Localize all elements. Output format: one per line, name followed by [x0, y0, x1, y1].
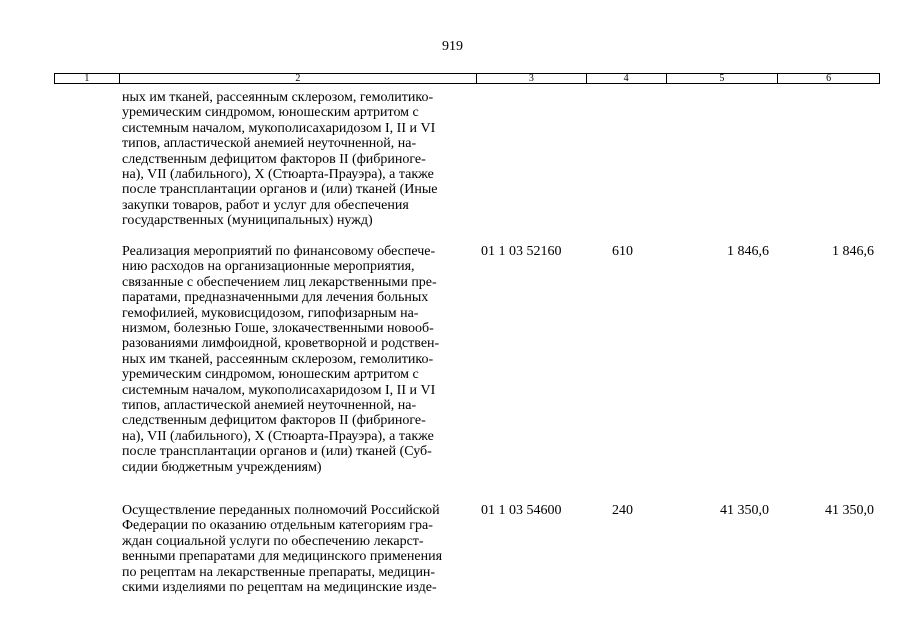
- column-number-4: 4: [586, 74, 666, 83]
- row-amount-col6: 41 350,0: [825, 503, 874, 518]
- row-code: 01 1 03 54600: [481, 503, 562, 518]
- column-number-1: 1: [84, 73, 90, 84]
- column-number-3: 3: [476, 74, 586, 83]
- column-number-2: 2: [119, 74, 476, 83]
- row-description: ных им тканей, рассеянным склерозом, гемолитико- уремическим синдромом, юношеским артритом с системным началом, мукополисахаридозом I, II и VI типов, апластической анемией неуточненной, на- следственным дефицитом факторов II (фибриноге- на), VII (лабильного), X (Стюарта-Прауэра), а также после трансплантации органов и (или) тканей (Иные закупки товаров, работ и услуг для обеспечения государственных (муниципальных) нужд): [122, 90, 438, 229]
- row-amount-col5: 41 350,0: [720, 503, 769, 518]
- column-number-6: 6: [777, 74, 879, 83]
- page-number: 919: [442, 39, 463, 54]
- row-amount-col5: 1 846,6: [727, 244, 769, 259]
- row-expense-type: 240: [612, 503, 633, 518]
- row-code: 01 1 03 52160: [481, 244, 562, 259]
- row-description: Осуществление переданных полномочий Российской Федерации по оказанию отдельным категориям гра- ждан социальной услуги по обеспечению лекарст- венными препаратами для медицинского применения по рецептам на лекарственные препараты, медицин- скими изделиями по рецептам на медицинские изде-: [122, 503, 443, 596]
- row-amount-col6: 1 846,6: [832, 244, 874, 259]
- row-expense-type: 610: [612, 244, 633, 259]
- row-description: Реализация мероприятий по финансовому обеспече- нию расходов на организационные мероприятия, связанные с обеспечением лиц лекарственными пре- паратами, предназначенными для лечения больных гемофилией, муковисцидозом, гипофизарным на- низмом, болезнью Гоше, злокачественными новооб- разованиями лимфоидной, кроветворной и родствен- ных им тканей, рассеянным склерозом, гемолитико- уремическим синдромом, юношеским артритом с системным началом, мукополисахаридозом I, II и VI типов, апластической анемией неуточненной, на- следственным дефицитом факторов II (фибриноге- на), VII (лабильного), X (Стюарта-Прауэра), а также после трансплантации органов и (или) тканей (Суб- сидии бюджетным учреждениям): [122, 244, 440, 475]
- table-column-header: [54, 73, 880, 84]
- column-number-5: 5: [666, 74, 778, 83]
